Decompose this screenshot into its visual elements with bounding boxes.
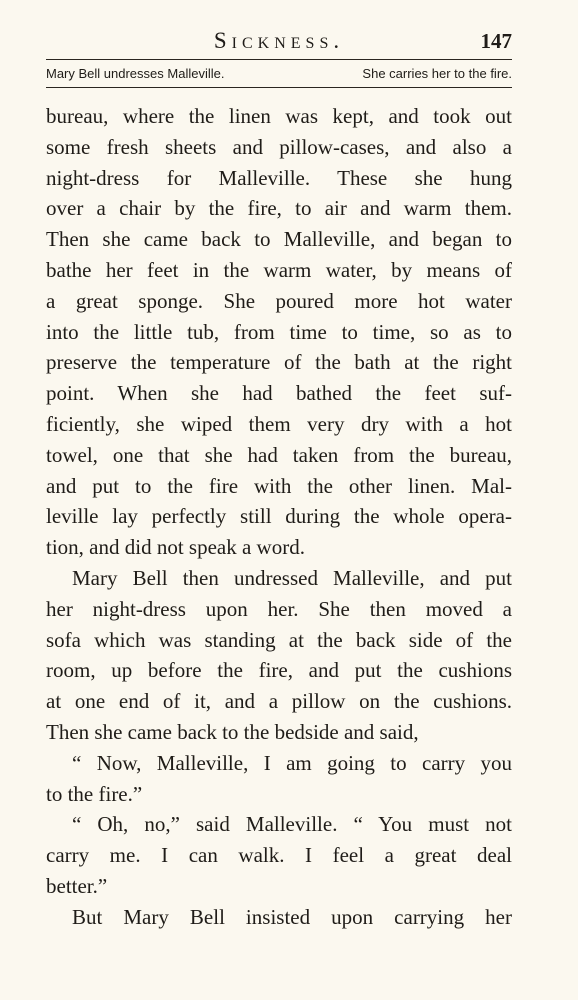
text-line: leville lay perfectly still during the whole opera- — [46, 504, 512, 529]
header-rule-top — [46, 59, 512, 60]
text-line: and put to the fire with the other linen. Mal- — [46, 473, 512, 498]
text-line: Then she came back to Malleville, and began to — [46, 227, 512, 252]
text-line: room, up before the fire, and put the cushions — [46, 658, 512, 683]
text-line: point. When she had bathed the feet suf- — [46, 381, 512, 406]
text-line: a great sponge. She poured more hot water — [46, 288, 512, 313]
subhead-right: She carries her to the fire. — [362, 66, 512, 81]
text-line: sofa which was standing at the back side of the — [46, 627, 512, 652]
text-line: carry me. I can walk. I feel a great deal — [46, 843, 512, 868]
header-rule-bottom — [46, 87, 512, 88]
text-line: bureau, where the linen was kept, and took out — [46, 104, 512, 128]
text-line: “ Oh, no,” said Malleville. “ You must not — [72, 812, 512, 837]
subhead — [46, 64, 512, 84]
text-line: into the little tub, from time to time, so as to — [46, 319, 512, 344]
text-line: preserve the temperature of the bath at the right — [46, 350, 512, 375]
text-line: at one end of it, and a pillow on the cushions. — [46, 689, 512, 714]
text-line: “ Now, Malleville, I am going to carry you — [72, 750, 512, 775]
text-line: night-dress for Malleville. These she hung — [46, 165, 512, 190]
text-line: towel, one that she had taken from the bureau, — [46, 442, 512, 467]
text-line: Mary Bell then undressed Malleville, and put — [72, 565, 512, 590]
text-line: her night-dress upon her. She then moved a — [46, 596, 512, 621]
text-line: bathe her feet in the warm water, by means of — [46, 257, 512, 282]
text-line: tion, and did not speak a word. — [46, 535, 305, 560]
section-title: Sickness. — [213, 28, 345, 53]
running-head — [46, 28, 512, 58]
text-line: better.” — [46, 873, 108, 898]
text-line: some fresh sheets and pillow-cases, and also a — [46, 134, 512, 159]
text-line: But Mary Bell insisted upon carrying her — [72, 904, 512, 929]
text-line: ficiently, she wiped them very dry with a hot — [46, 411, 512, 436]
text-line: Then she came back to the bedside and said, — [46, 719, 419, 744]
text-line: over a chair by the fire, to air and warm them. — [46, 196, 512, 221]
body-text — [46, 101, 512, 933]
text-line: to the fire.” — [46, 781, 143, 806]
subhead-left: Mary Bell undresses Malleville. — [46, 66, 225, 81]
page-number: 147 — [480, 29, 512, 53]
